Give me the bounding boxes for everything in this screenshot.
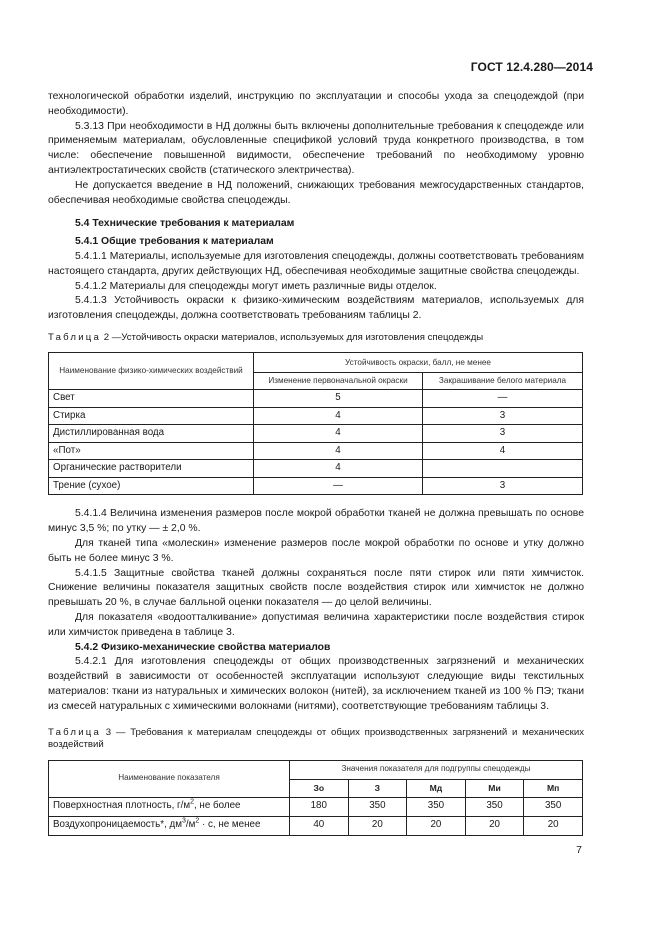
value-cell: 180 <box>290 797 349 816</box>
table3-caption-text: 3 — Требования к материалам спецодежды от общих производственных загрязнений и механических воздействий <box>48 726 584 751</box>
table2-caption-label: Таблица <box>48 331 102 343</box>
superscript: 2 <box>195 817 200 825</box>
row-name: Органические растворители <box>49 460 254 478</box>
table-row <box>49 390 583 408</box>
paragraph: 5.4.1.2 Материалы для спецодежды могут иметь различные виды отделок. <box>75 280 437 292</box>
paragraph: Для показателя «водоотталкивание» допустимая величина характеристики после воздействия стирок или химчисток приведена в таблице 3. <box>48 612 584 638</box>
cell-stain: 3 <box>423 407 583 425</box>
subgroup-header: З <box>348 779 407 797</box>
table3-group-header: Значения показателя для подгруппы спецодежды <box>290 760 583 779</box>
value-cell: 40 <box>290 816 349 835</box>
table2-param-header: Наименование физико-химических воздействий <box>49 353 254 390</box>
paragraph: 5.4.1.1 Материалы, используемые для изготовления спецодежды, должны соответствовать требованиям настоящего стандарта, других действующих НД, обеспечивая необходимые защитные свойства спецодежды. <box>48 250 584 277</box>
cell-stain: — <box>423 390 583 408</box>
value-cell: 350 <box>407 797 466 816</box>
table-row <box>49 442 583 460</box>
row-name: «Пот» <box>49 442 254 460</box>
table2-change-header: Изменение первоначальной окраски <box>254 373 423 390</box>
value-cell: 20 <box>407 816 466 835</box>
cell-stain: 3 <box>423 425 583 443</box>
materials-requirements-table <box>48 760 583 836</box>
subgroup-header: Мп <box>524 779 583 797</box>
paragraph: 5.3.13 При необходимости в НД должны быть включены дополнительные требования к спецодежде или применяемым материалам, обусловленные спецификой условий труда конкретного производства, в том числе: обеспечение повышенной видимости, обеспечение требований по необходимому уровню антиэлектростатических свойств (статического электричества). <box>48 120 584 176</box>
row-name-tail: , не более <box>193 800 241 812</box>
cell-stain: 3 <box>423 477 583 495</box>
row-name <box>49 797 290 816</box>
standard-designation: ГОСТ 12.4.280—2014 <box>470 60 593 74</box>
cell-stain <box>423 460 583 478</box>
table-row <box>49 460 583 478</box>
row-name: Трение (сухое) <box>49 477 254 495</box>
row-name-tail: /м <box>185 819 196 831</box>
page-number: 7 <box>576 844 582 856</box>
table3-caption <box>48 727 584 752</box>
cell-change: 4 <box>254 407 423 425</box>
paragraph: 5.4.1.4 Величина изменения размеров после мокрой обработки тканей не должна превышать по основе минус 3,5 %; по утку — ± 2,0 %. <box>48 508 584 535</box>
superscript: 3 <box>181 817 186 825</box>
row-name <box>49 816 290 835</box>
table-row <box>49 407 583 425</box>
subgroup-header: Зо <box>290 779 349 797</box>
table-row <box>49 425 583 443</box>
paragraph: Не допускается введение в НД положений, снижающих требования межгосударственных стандартов, обеспечивая необходимые свойства спецодежды. <box>48 179 584 206</box>
section-heading: 5.4 Технические требования к материалам <box>75 218 295 230</box>
subsection-heading: 5.4.2 Физико-механические свойства материалов <box>75 641 331 653</box>
row-name-text: Воздухопроницаемость*, дм <box>53 819 182 831</box>
table2-group-header: Устойчивость окраски, балл, не менее <box>254 353 583 373</box>
row-name-text: Поверхностная плотность, г/м <box>53 800 191 812</box>
cell-change: 5 <box>254 390 423 408</box>
superscript: 2 <box>190 798 194 806</box>
table3-caption-label: Таблица <box>48 726 102 738</box>
row-name-tail: · с, не менее <box>199 819 261 831</box>
subsection-heading: 5.4.1 Общие требования к материалам <box>75 236 274 248</box>
cell-change: 4 <box>254 425 423 443</box>
paragraph: 5.4.1.5 Защитные свойства тканей должны сохраняться после пяти стирок или пяти химчисток. Снижение величины показателя защитных свойств после воздействия стирок или химчисток не должно превышать 20 %, в случае балльной оценки показателя — до целой величины. <box>48 567 584 609</box>
value-cell: 20 <box>524 816 583 835</box>
table2-stain-header: Закрашивание белого материала <box>423 373 583 390</box>
row-name: Дистиллированная вода <box>49 425 254 443</box>
table2-caption <box>48 332 584 345</box>
document-body <box>48 90 584 836</box>
subgroup-header: Ми <box>465 779 524 797</box>
row-name: Свет <box>49 390 254 408</box>
value-cell: 20 <box>465 816 524 835</box>
value-cell: 20 <box>348 816 407 835</box>
cell-change: — <box>254 477 423 495</box>
cell-stain: 4 <box>423 442 583 460</box>
row-name: Стирка <box>49 407 254 425</box>
paragraph: технологической обработки изделий, инструкцию по эксплуатации и способы ухода за спецодеждой (при необходимости). <box>48 91 584 117</box>
value-cell: 350 <box>524 797 583 816</box>
paragraph: 5.4.2.1 Для изготовления спецодежды от общих производственных загрязнений и механических воздействий в зависимости от особенностей эксплуатации используют следующие виды текстильных материалов: ткани из натуральных и химических волокон (нитей), за исключением тканей из 100 % ПЭ; ткани из смесей натуральных с химическими волокнами (нитями), соответствующие требованиям таблицы 3. <box>48 656 584 712</box>
table-row <box>49 797 583 816</box>
paragraph: Для тканей типа «молескин» изменение размеров после мокрой обработки по основе и утку должно быть не более минус 3 %. <box>48 538 584 564</box>
table2-caption-text: 2 —Устойчивость окраски материалов, используемых для изготовления спецодежды <box>103 331 484 343</box>
cell-change: 4 <box>254 442 423 460</box>
subgroup-header: Мд <box>407 779 466 797</box>
color-fastness-table <box>48 352 583 495</box>
cell-change: 4 <box>254 460 423 478</box>
value-cell: 350 <box>348 797 407 816</box>
value-cell: 350 <box>465 797 524 816</box>
table-row <box>49 816 583 835</box>
table3-param-header: Наименование показателя <box>49 760 290 797</box>
table-row <box>49 477 583 495</box>
paragraph: 5.4.1.3 Устойчивость окраски к физико-химическим воздействиям материалов, используемых для изготовления спецодежды, должна соответствовать требованиям таблицы 2. <box>48 295 584 322</box>
